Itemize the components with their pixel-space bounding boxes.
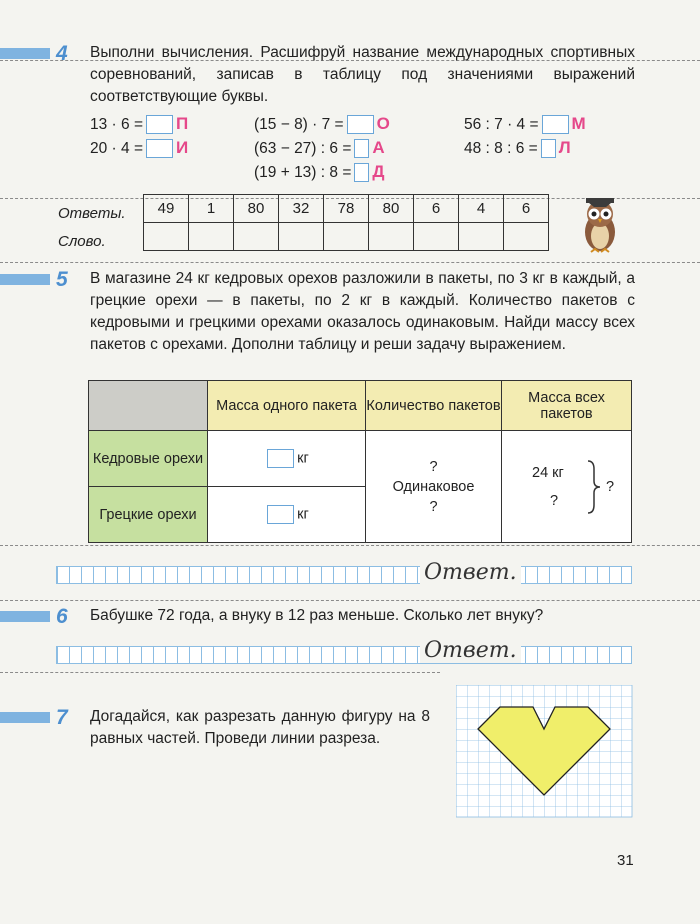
- expression: 56 : 7 · 4 = М: [464, 114, 586, 133]
- answer-cell: 4: [459, 195, 504, 223]
- answer-cell: 80: [369, 195, 414, 223]
- total-cell: 24 кг ? ?: [502, 431, 632, 543]
- header-count: Количество пакетов: [366, 381, 502, 431]
- page-number: 31: [617, 852, 634, 869]
- answer-cell: 6: [414, 195, 459, 223]
- owl-illustration: [575, 192, 625, 256]
- expression: (19 + 13) : 8 = Д: [254, 162, 385, 181]
- answer-cell: 80: [234, 195, 279, 223]
- word-cell[interactable]: [369, 223, 414, 251]
- expression: (63 − 27) : 6 = А: [254, 138, 385, 157]
- task-marker: [0, 48, 50, 59]
- header-mass: Масса одного пакета: [208, 381, 366, 431]
- row-label-cedar: Кедровые орехи: [89, 431, 208, 487]
- task-marker: [0, 712, 50, 723]
- task-4-text: Выполни вычисления. Расшифруй название международных спортивных соревнований, записав в таблицу под значениями выражений соответствующие буквы.: [90, 44, 635, 105]
- word-cell[interactable]: [504, 223, 549, 251]
- answer-cell: 6: [504, 195, 549, 223]
- answers-table: [143, 194, 549, 251]
- header-total: Масса всех пакетов: [502, 381, 632, 431]
- nuts-table: [88, 380, 632, 543]
- task-7-text: Догадайся, как разрезать данную фигуру на 8 равных частей. Проведи линии разреза.: [90, 708, 430, 747]
- word-cell[interactable]: [279, 223, 324, 251]
- task-6-text: Бабушке 72 года, а внуку в 12 раз меньше. Сколько лет внуку?: [90, 607, 544, 624]
- answer-label: Ответ.: [420, 638, 521, 663]
- word-label: Слово.: [58, 233, 106, 250]
- answer-cell: 78: [324, 195, 369, 223]
- expression: 48 : 8 : 6 = Л: [464, 138, 571, 157]
- word-cell[interactable]: [414, 223, 459, 251]
- answer-cell: 32: [279, 195, 324, 223]
- word-cell[interactable]: [324, 223, 369, 251]
- task-number-5: 5: [56, 268, 68, 291]
- task-number-7: 7: [56, 706, 68, 729]
- answers-label: Ответы.: [58, 205, 126, 222]
- answer-cell: 1: [189, 195, 234, 223]
- word-cell[interactable]: [234, 223, 279, 251]
- expression: (15 − 8) · 7 = О: [254, 114, 390, 133]
- task-number-4: 4: [56, 42, 68, 65]
- word-cell[interactable]: [459, 223, 504, 251]
- task-marker: [0, 274, 50, 285]
- task-5-text: В магазине 24 кг кедровых орехов разложили в пакеты, по 3 кг в каждый, а грецкие орехи — в пакеты, по 2 кг в каждый. Количество пакетов с кедровыми и грецкими орехами оказалось одинаковым. Найди массу всех пакетов с орехами. Дополни таблицу и реши задачу выражением.: [90, 270, 635, 353]
- task-marker: [0, 611, 50, 622]
- expression: 20 · 4 = И: [90, 138, 189, 157]
- answer-label: Ответ.: [420, 560, 521, 585]
- answer-cell: 49: [144, 195, 189, 223]
- word-cell[interactable]: [144, 223, 189, 251]
- heart-figure-grid[interactable]: [456, 685, 634, 827]
- answer-line[interactable]: [56, 646, 632, 664]
- answer-line[interactable]: [56, 566, 632, 584]
- word-cell[interactable]: [189, 223, 234, 251]
- task-number-6: 6: [56, 605, 68, 628]
- expression: 13 · 6 = П: [90, 114, 189, 133]
- corner-cell: [89, 381, 208, 431]
- mass-cell[interactable]: кг: [208, 487, 366, 543]
- row-label-walnut: Грецкие орехи: [89, 487, 208, 543]
- count-cell: ? Одинаковое ?: [366, 431, 502, 543]
- mass-cell[interactable]: кг: [208, 431, 366, 487]
